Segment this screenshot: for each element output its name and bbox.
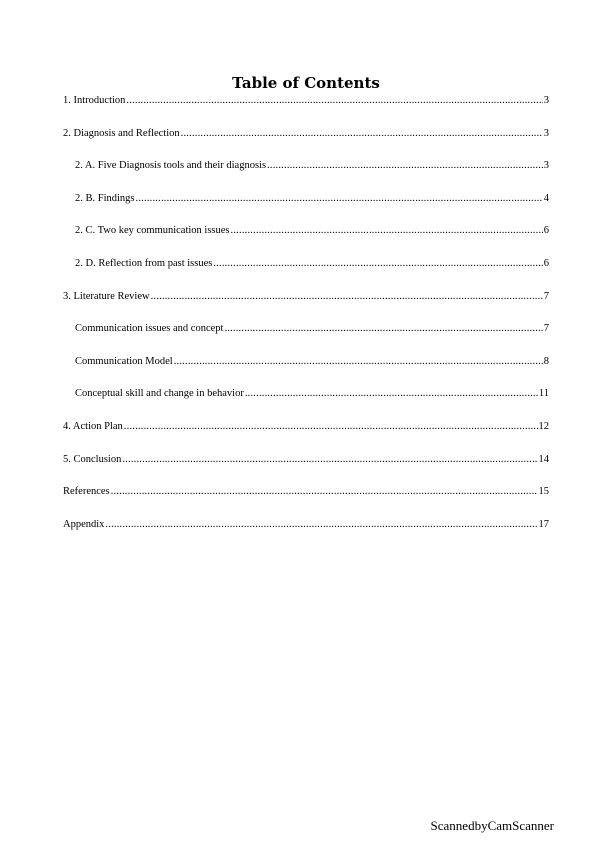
toc-subentry[interactable] bbox=[63, 353, 549, 386]
toc-leader-dots bbox=[105, 516, 537, 534]
toc-entry-page: 7 bbox=[543, 290, 549, 302]
toc-entry-page: 7 bbox=[543, 323, 549, 335]
toc-entry-page: 6 bbox=[543, 257, 549, 269]
toc-entry-page: 3 bbox=[543, 95, 549, 106]
toc-entry[interactable] bbox=[63, 451, 549, 484]
toc-leader-dots bbox=[181, 125, 543, 143]
toc-leader-dots bbox=[231, 222, 543, 240]
toc-entry-page: 15 bbox=[538, 486, 549, 498]
toc-entry-label: 2. C. Two key communication issues bbox=[75, 225, 230, 237]
toc-leader-dots bbox=[124, 418, 538, 436]
toc-entry-page: 11 bbox=[538, 388, 549, 400]
toc-subentry[interactable] bbox=[63, 320, 549, 353]
toc-entry-page: 4 bbox=[543, 192, 549, 204]
toc-subentry[interactable] bbox=[63, 190, 549, 223]
toc-leader-dots bbox=[213, 255, 542, 273]
toc-entry-page: 14 bbox=[538, 453, 549, 465]
toc-leader-dots bbox=[151, 288, 543, 306]
toc-entry-page: 17 bbox=[538, 518, 549, 530]
toc-entry[interactable] bbox=[63, 483, 549, 516]
toc-entry-label: 3. Literature Review bbox=[63, 290, 150, 302]
toc-entry-label: 2. B. Findings bbox=[75, 192, 135, 204]
toc-leader-dots bbox=[111, 483, 538, 501]
toc-entry-label: 1. Introduction bbox=[63, 95, 126, 106]
toc-entry-label: Communication issues and concept bbox=[75, 323, 224, 335]
toc-entry-page: 3 bbox=[543, 160, 549, 172]
toc-entry-label: Appendix bbox=[63, 518, 105, 530]
toc-entry-label: Conceptual skill and change in behavior bbox=[75, 388, 244, 400]
toc-entry[interactable] bbox=[63, 288, 549, 321]
toc-entry-label: References bbox=[63, 486, 110, 498]
toc-leader-dots bbox=[267, 157, 543, 175]
toc-subentry[interactable] bbox=[63, 222, 549, 255]
toc-title: Table of Contents bbox=[232, 74, 380, 92]
toc-leader-dots bbox=[245, 385, 538, 403]
toc-leader-dots bbox=[174, 353, 543, 371]
toc-subentry[interactable] bbox=[63, 255, 549, 288]
toc-entry[interactable] bbox=[63, 516, 549, 549]
toc-entry[interactable] bbox=[63, 418, 549, 451]
toc-leader-dots bbox=[136, 190, 543, 208]
toc-subentry[interactable] bbox=[63, 157, 549, 190]
toc-leader-dots bbox=[224, 320, 542, 338]
toc-entry-page: 12 bbox=[538, 420, 549, 432]
toc-entry-page: 8 bbox=[543, 355, 549, 367]
toc-entry-label: 2. A. Five Diagnosis tools and their diagnosis bbox=[75, 160, 267, 172]
toc-entry-label: Communication Model bbox=[75, 355, 173, 367]
toc-leader-dots bbox=[122, 451, 537, 469]
toc-entry-page: 3 bbox=[543, 127, 549, 139]
toc-entry-page: 6 bbox=[543, 225, 549, 237]
toc-entry-label: 5. Conclusion bbox=[63, 453, 122, 465]
toc-entry[interactable] bbox=[63, 92, 549, 125]
camscanner-watermark: ScannedbyCamScanner bbox=[430, 818, 554, 833]
toc-list bbox=[63, 92, 549, 548]
toc-entry-label: 2. Diagnosis and Reflection bbox=[63, 127, 180, 139]
toc-subentry[interactable] bbox=[63, 385, 549, 418]
toc-entry[interactable] bbox=[63, 125, 549, 158]
toc-entry-label: 4. Action Plan bbox=[63, 420, 123, 432]
toc-leader-dots bbox=[126, 92, 542, 110]
toc-entry-label: 2. D. Reflection from past issues bbox=[75, 257, 213, 269]
